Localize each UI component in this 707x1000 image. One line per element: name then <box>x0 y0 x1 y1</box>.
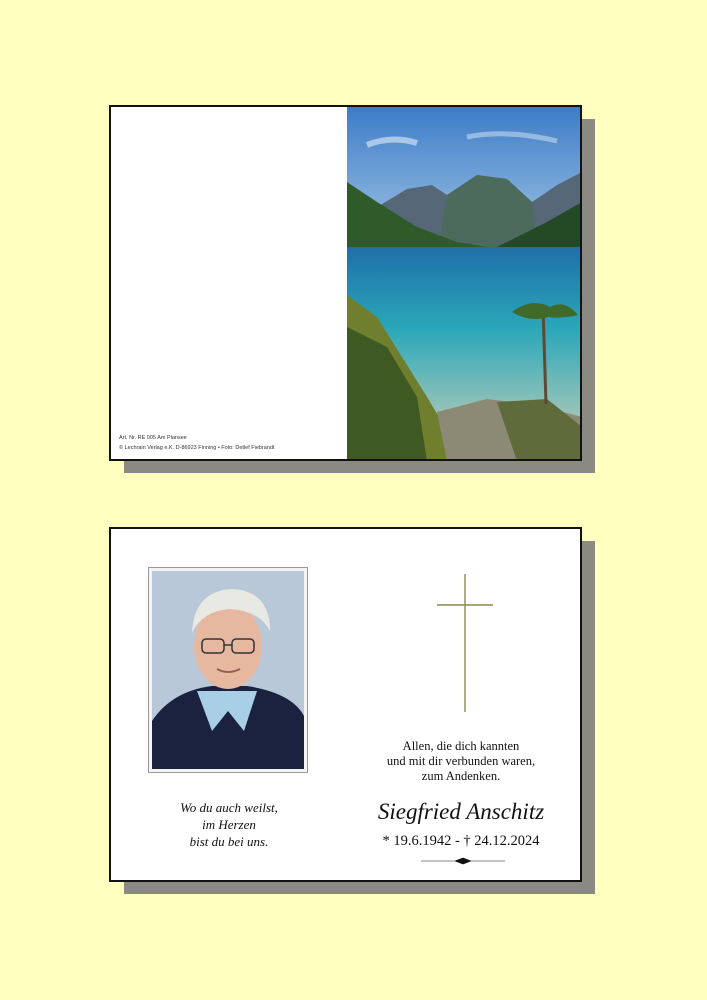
cross-icon <box>437 574 493 712</box>
dedication-line-2: und mit dir verbunden waren, <box>386 754 536 768</box>
portrait-photo <box>152 571 304 769</box>
ornament-divider-icon <box>421 857 505 865</box>
quote-line-1: Wo du auch weilst, <box>180 800 278 815</box>
deceased-name: Siegfried Anschitz <box>377 799 545 824</box>
card-front <box>109 105 582 461</box>
imprint-copyright: © Lechrain Verlag e.K. D-86923 Finning • Foto: Detlef Fiebrandt <box>119 445 275 451</box>
card-inside <box>109 527 582 882</box>
life-dates: * 19.6.1942 - † 24.12.2024 <box>382 833 540 849</box>
portrait-frame <box>148 567 308 773</box>
quote-line-3: bist du bei uns. <box>189 834 269 849</box>
imprint-article: Art. Nr. RE 005 Am Plansee <box>119 435 187 441</box>
landscape-photo <box>347 107 582 461</box>
dedication-line-3: zum Andenken. <box>421 769 501 783</box>
quote-line-2: im Herzen <box>202 817 256 832</box>
dedication-line-1: Allen, die dich kannten <box>402 739 520 753</box>
